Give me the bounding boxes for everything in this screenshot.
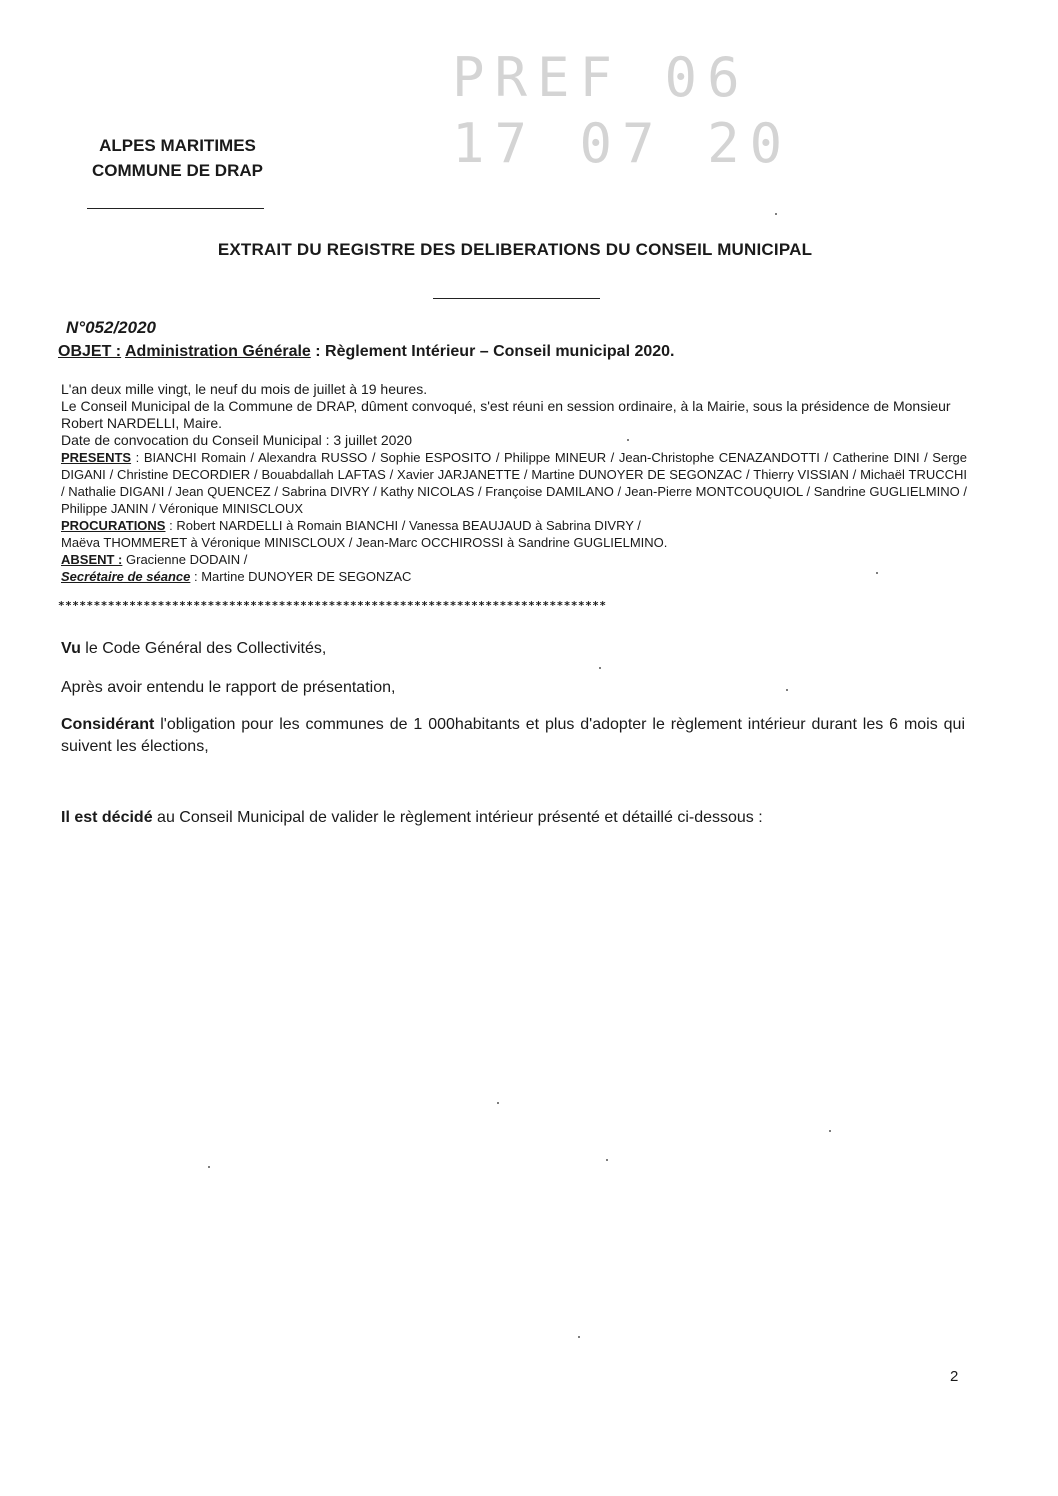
issuer-header bbox=[70, 133, 285, 183]
scan-speck bbox=[829, 1130, 831, 1132]
decide-bold: Il est décidé bbox=[61, 809, 153, 826]
session-date: L'an deux mille vingt, le neuf du mois de juillet à 19 heures. bbox=[61, 381, 428, 397]
title-rule bbox=[433, 298, 600, 299]
objet-separator: : bbox=[315, 343, 321, 360]
objet-label: OBJET : bbox=[58, 343, 122, 360]
asterisk-separator: ***************************************************************************** bbox=[58, 599, 607, 612]
presents-list bbox=[61, 449, 967, 517]
objet-category: Administration Générale bbox=[124, 343, 311, 360]
scan-speck bbox=[599, 667, 601, 669]
session-convocation: Le Conseil Municipal de la Commune de DRAP, dûment convoqué, s'est réuni en session ordinaire, à la Mairie, sous la présidence de Monsieur Robert NARDELLI, Maire. bbox=[61, 398, 951, 431]
presents-names: : BIANCHI Romain / Alexandra RUSSO / Sophie ESPOSITO / Philippe MINEUR / Jean-Christophe CENAZANDOTTI / Catherine DINI / Serge DIGANI / Christine DECORDIER / Bouabdallah LAFTAS / Xavier JARJANETTE / Martine DUNOYER DE SEGONZAC / Thierry VISSIAN / Michaël TRUCCHI / Nathalie DIGANI / Jean QUENCEZ / Sabrina DIVRY / Kathy NICOLAS / Françoise DAMILANO / Jean-Pierre MONTCOUQUIOL / Sandrine GUGLIELMINO / Philippe JANIN / Véronique MINISCLOUX bbox=[61, 450, 967, 516]
scan-speck bbox=[606, 1159, 608, 1161]
decision-paragraph bbox=[61, 807, 965, 829]
vu-paragraph bbox=[61, 638, 965, 660]
deliberation-objet bbox=[58, 343, 675, 361]
secretaire-label: Secrétaire de séance bbox=[61, 569, 191, 584]
stamp-line-2: 17 07 20 bbox=[452, 112, 793, 175]
objet-subject: Règlement Intérieur – Conseil municipal 2020. bbox=[325, 343, 675, 360]
secretaire-name: : Martine DUNOYER DE SEGONZAC bbox=[194, 569, 412, 584]
apres-paragraph: Après avoir entendu le rapport de présentation, bbox=[61, 679, 396, 696]
vu-bold: Vu bbox=[61, 640, 81, 657]
scan-speck bbox=[775, 213, 777, 215]
absent-names: Gracienne DODAIN / bbox=[126, 552, 248, 567]
convocation-date: Date de convocation du Conseil Municipal : 3 juillet 2020 bbox=[61, 432, 412, 448]
absent-label: ABSENT : bbox=[61, 552, 123, 567]
procurations-list bbox=[61, 517, 967, 534]
decide-text: au Conseil Municipal de valider le règlement intérieur présenté et détaillé ci-dessous : bbox=[152, 809, 763, 826]
document-title: EXTRAIT DU REGISTRE DES DELIBERATIONS DU CONSEIL MUNICIPAL bbox=[217, 240, 813, 259]
scan-speck bbox=[786, 689, 788, 691]
secretaire-line bbox=[61, 568, 967, 585]
scan-speck bbox=[497, 1102, 499, 1104]
procurations-line-2: Maëva THOMMERET à Véronique MINISCLOUX / Jean-Marc OCCHIROSSI à Sandrine GUGLIELMINO. bbox=[61, 535, 668, 550]
considerant-bold: Considérant bbox=[61, 716, 155, 733]
scan-speck bbox=[578, 1336, 580, 1338]
procurations-line-1: : Robert NARDELLI à Romain BIANCHI / Vanessa BEAUJAUD à Sabrina DIVRY / bbox=[169, 518, 641, 533]
deliberation-number: N°052/2020 bbox=[66, 318, 156, 337]
scan-speck bbox=[208, 1166, 210, 1168]
absent-list bbox=[61, 551, 967, 568]
considerant-paragraph bbox=[61, 714, 965, 758]
department-name: ALPES MARITIMES bbox=[99, 136, 256, 155]
header-rule bbox=[87, 208, 264, 209]
session-details bbox=[61, 381, 967, 585]
scan-speck bbox=[876, 572, 878, 574]
considerant-text: l'obligation pour les communes de 1 000habitants et plus d'adopter le règlement intérieur durant les 6 mois qui suivent les élections, bbox=[61, 716, 965, 755]
scan-speck bbox=[627, 439, 629, 441]
procurations-label: PROCURATIONS bbox=[61, 518, 166, 533]
page-number: 2 bbox=[950, 1368, 959, 1385]
vu-text: le Code Général des Collectivités, bbox=[80, 640, 327, 657]
stamp-line-1: PREF 06 bbox=[452, 46, 750, 109]
prefecture-stamp bbox=[452, 45, 793, 185]
presents-label: PRESENTS bbox=[61, 450, 132, 465]
commune-name: COMMUNE DE DRAP bbox=[92, 161, 263, 180]
